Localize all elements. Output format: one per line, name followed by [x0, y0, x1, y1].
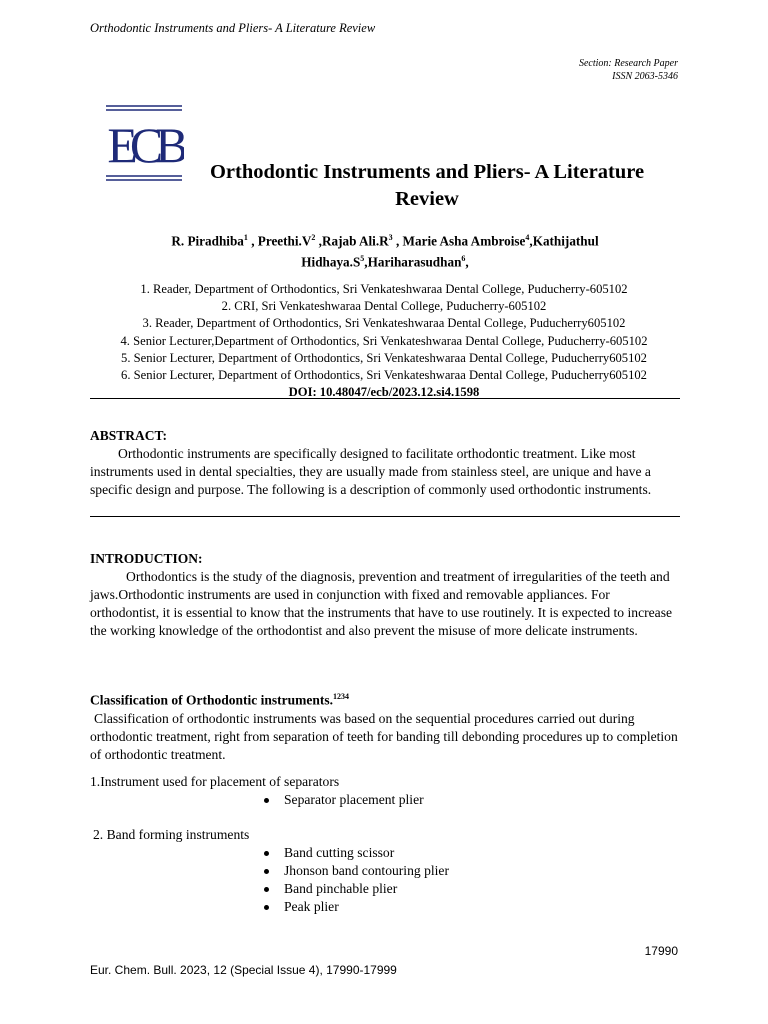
separators-list-title: 1.Instrument used for placement of separators [90, 774, 340, 789]
section-label: Section: Research Paper [578, 58, 678, 69]
separators-list [90, 773, 680, 809]
author-separator: , [392, 233, 403, 249]
affiliation-list [86, 281, 682, 401]
author-separator: , [364, 254, 368, 270]
author-affiliation-number: 4 [525, 233, 530, 242]
affiliation-3: 3. Reader, Department of Orthodontics, Sri Venkateshwaraa Dental College, Puducherry605102 [142, 316, 626, 331]
author-separator: , [465, 254, 469, 270]
doi-link[interactable]: DOI: 10.48047/ecb/2023.12.si4.1598 [288, 385, 480, 400]
author-affiliation-number: 5 [360, 254, 365, 264]
citation-superscript: 1234 [333, 692, 349, 701]
page-number: 17990 [644, 944, 678, 958]
classification-heading [90, 688, 680, 710]
divider-top [90, 398, 680, 399]
list-item: Band cutting scissor [256, 844, 680, 862]
author-separator: , [247, 233, 258, 249]
author-separator: , [315, 233, 322, 249]
separators-bullets [90, 791, 680, 809]
affiliation-4: 4. Senior Lecturer,Department of Orthodontics, Sri Venkateshwaraa Dental College, Puducherry-605102 [120, 333, 648, 348]
journal-logo [104, 104, 184, 182]
abstract-heading: ABSTRACT: [90, 428, 168, 443]
band-forming-bullets [90, 844, 680, 916]
affiliation-6: 6. Senior Lecturer, Department of Orthodontics, Sri Venkateshwaraa Dental College, Puducherry605102 [121, 368, 647, 383]
affiliation-2: 2. CRI, Sri Venkateshwaraa Dental College, Puducherry-605102 [221, 299, 547, 314]
classification-section [90, 688, 680, 764]
list-item: Jhonson band contouring plier [256, 862, 680, 880]
author-affiliation-number: 6 [461, 254, 466, 264]
author-affiliation-number: 1 [243, 233, 248, 242]
author-separator: , [529, 233, 533, 249]
introduction-section [90, 550, 680, 640]
abstract-section [90, 427, 680, 499]
author-name: Rajab Ali.R [321, 233, 389, 249]
divider-bottom [90, 516, 680, 517]
author-affiliation-number: 2 [311, 233, 316, 242]
introduction-text: Orthodontics is the study of the diagnosis, prevention and treatment of irregularities of the teeth and jaws.Orthodontic instruments are used in conjunction with fixed and removable appliances. For orthodontist, it is essential to know that the instruments that have to use routinely. It is expected to increase the working knowledge of the orthodontist and also prevent the misuse of more delicate instruments. [90, 569, 673, 638]
band-forming-list-title: 2. Band forming instruments [93, 827, 250, 842]
affiliation-1: 1. Reader, Department of Orthodontics, Sri Venkateshwaraa Dental College, Puducherry-605102 [140, 282, 628, 296]
author-name: Hariharasudhan [367, 254, 462, 270]
list-item: Band pinchable plier [256, 880, 680, 898]
author-name: Preethi.V [257, 233, 312, 249]
author-affiliation-number: 3 [388, 233, 393, 242]
author-name: R. Piradhiba [171, 233, 244, 249]
author-name: Kathijathul Hidhaya.S [301, 233, 599, 270]
citation-footer: Eur. Chem. Bull. 2023, 12 (Special Issue 4), 17990-17999 [90, 963, 397, 977]
issn-label: ISSN 2063-5346 [612, 71, 678, 82]
section-meta [579, 57, 678, 83]
author-name: Marie Asha Ambroise [402, 233, 526, 249]
classification-heading-text: Classification of Orthodontic instruments. [90, 692, 333, 708]
author-list [110, 229, 660, 272]
abstract-text: Orthodontic instruments are specifically designed to facilitate orthodontic treatment. Like most instruments used in dental specialties, they are usually made from stainless steel, are unique and have a specific design and purpose. The following is a description of commonly used orthodontic instruments. [90, 446, 652, 497]
running-head: Orthodontic Instruments and Pliers- A Literature Review [90, 21, 376, 35]
introduction-heading: INTRODUCTION: [90, 551, 203, 566]
classification-text: Classification of orthodontic instruments was based on the sequential procedures carried out during orthodontic treatment, right from separation of teeth for banding till debonding procedures up to completion of orthodontic treatment. [90, 710, 678, 762]
band-forming-list [90, 826, 680, 916]
list-item: Separator placement plier [256, 791, 680, 809]
list-item: Peak plier [256, 898, 680, 916]
affiliation-5: 5. Senior Lecturer, Department of Orthodontics, Sri Venkateshwaraa Dental College, Puducherry605102 [121, 350, 647, 365]
paper-title: Orthodontic Instruments and Pliers- A Literature Review [209, 161, 645, 210]
logo-lettering: ECB [107, 117, 181, 173]
